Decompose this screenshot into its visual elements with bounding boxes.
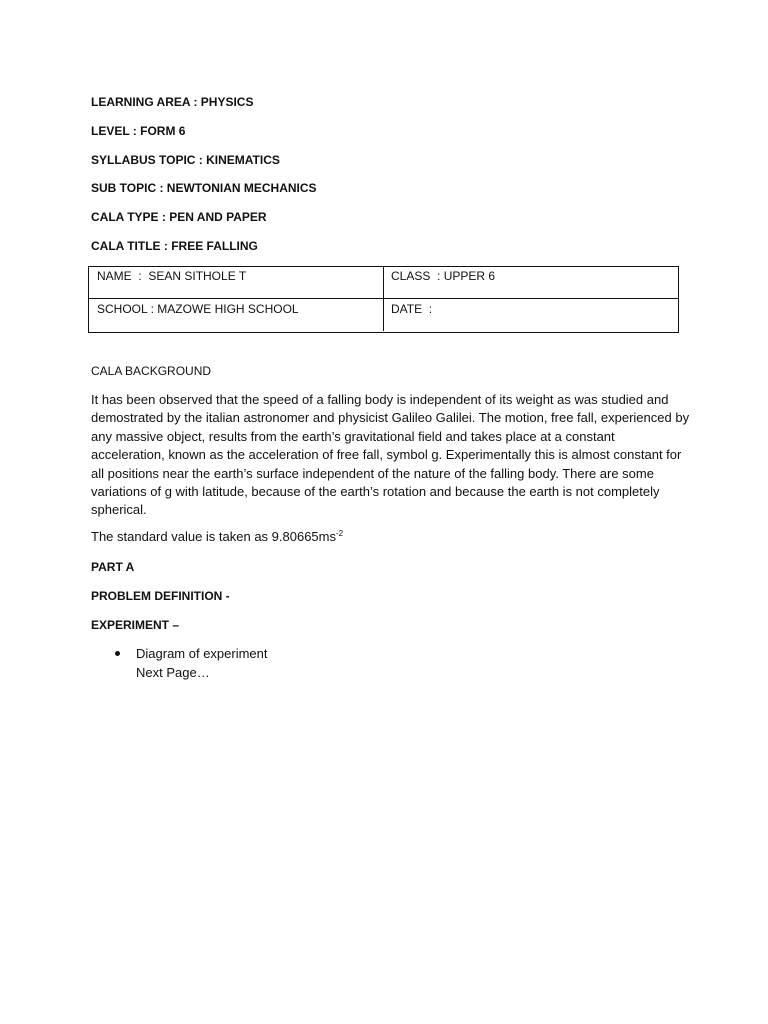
syllabus-topic-line: SYLLABUS TOPIC : KINEMATICS (91, 153, 280, 167)
background-paragraph-line: acceleration, known as the acceleration of free fall, symbol g. Experimentally this is almost constant for (91, 447, 682, 463)
standard-value-exponent: -2 (335, 529, 344, 538)
bullet-item-diagram: Diagram of experiment (136, 646, 268, 661)
background-paragraph (91, 391, 731, 520)
cala-title-line: CALA TITLE : FREE FALLING (91, 239, 258, 253)
school-cell: SCHOOL : MAZOWE HIGH SCHOOL (89, 299, 384, 331)
name-cell: NAME : SEAN SITHOLE T (89, 267, 384, 298)
table-row (89, 267, 678, 299)
background-paragraph-line: variations of g with latitude, because of the earth’s rotation and because the earth is not completely (91, 483, 660, 499)
level-line: LEVEL : FORM 6 (91, 124, 186, 138)
sub-topic-line: SUB TOPIC : NEWTONIAN MECHANICS (91, 181, 317, 195)
background-paragraph-line: any massive object, results from the earth’s gravitational field and takes place at a constant (91, 428, 615, 444)
cala-background-heading: CALA BACKGROUND (91, 364, 212, 378)
bullet-marker (115, 651, 120, 656)
date-cell: DATE : (391, 302, 433, 316)
learning-area-line: LEARNING AREA : PHYSICS (91, 95, 254, 109)
problem-definition-heading: PROBLEM DEFINITION - (91, 589, 230, 603)
standard-value-line (91, 528, 343, 546)
background-paragraph-line: spherical. (91, 502, 147, 518)
class-cell: CLASS : UPPER 6 (391, 269, 496, 283)
background-paragraph-line: demostrated by the italian astronomer and physicist Galileo Galilei. The motion, free fall, experienced by (91, 410, 690, 426)
table-row (89, 299, 678, 331)
cala-type-line: CALA TYPE : PEN AND PAPER (91, 210, 267, 224)
student-info-table (88, 266, 679, 333)
background-paragraph-line: It has been observed that the speed of a falling body is independent of its weight as was studied and (91, 392, 669, 407)
part-a-heading: PART A (91, 560, 135, 574)
background-paragraph-line: all positions near the earth’s surface independent of the nature of the falling body. There are some (91, 465, 654, 481)
standard-value-text: The standard value is taken as 9.80665ms (91, 529, 336, 544)
bullet-item-continuation: Next Page… (136, 665, 210, 680)
experiment-heading: EXPERIMENT – (91, 618, 180, 632)
